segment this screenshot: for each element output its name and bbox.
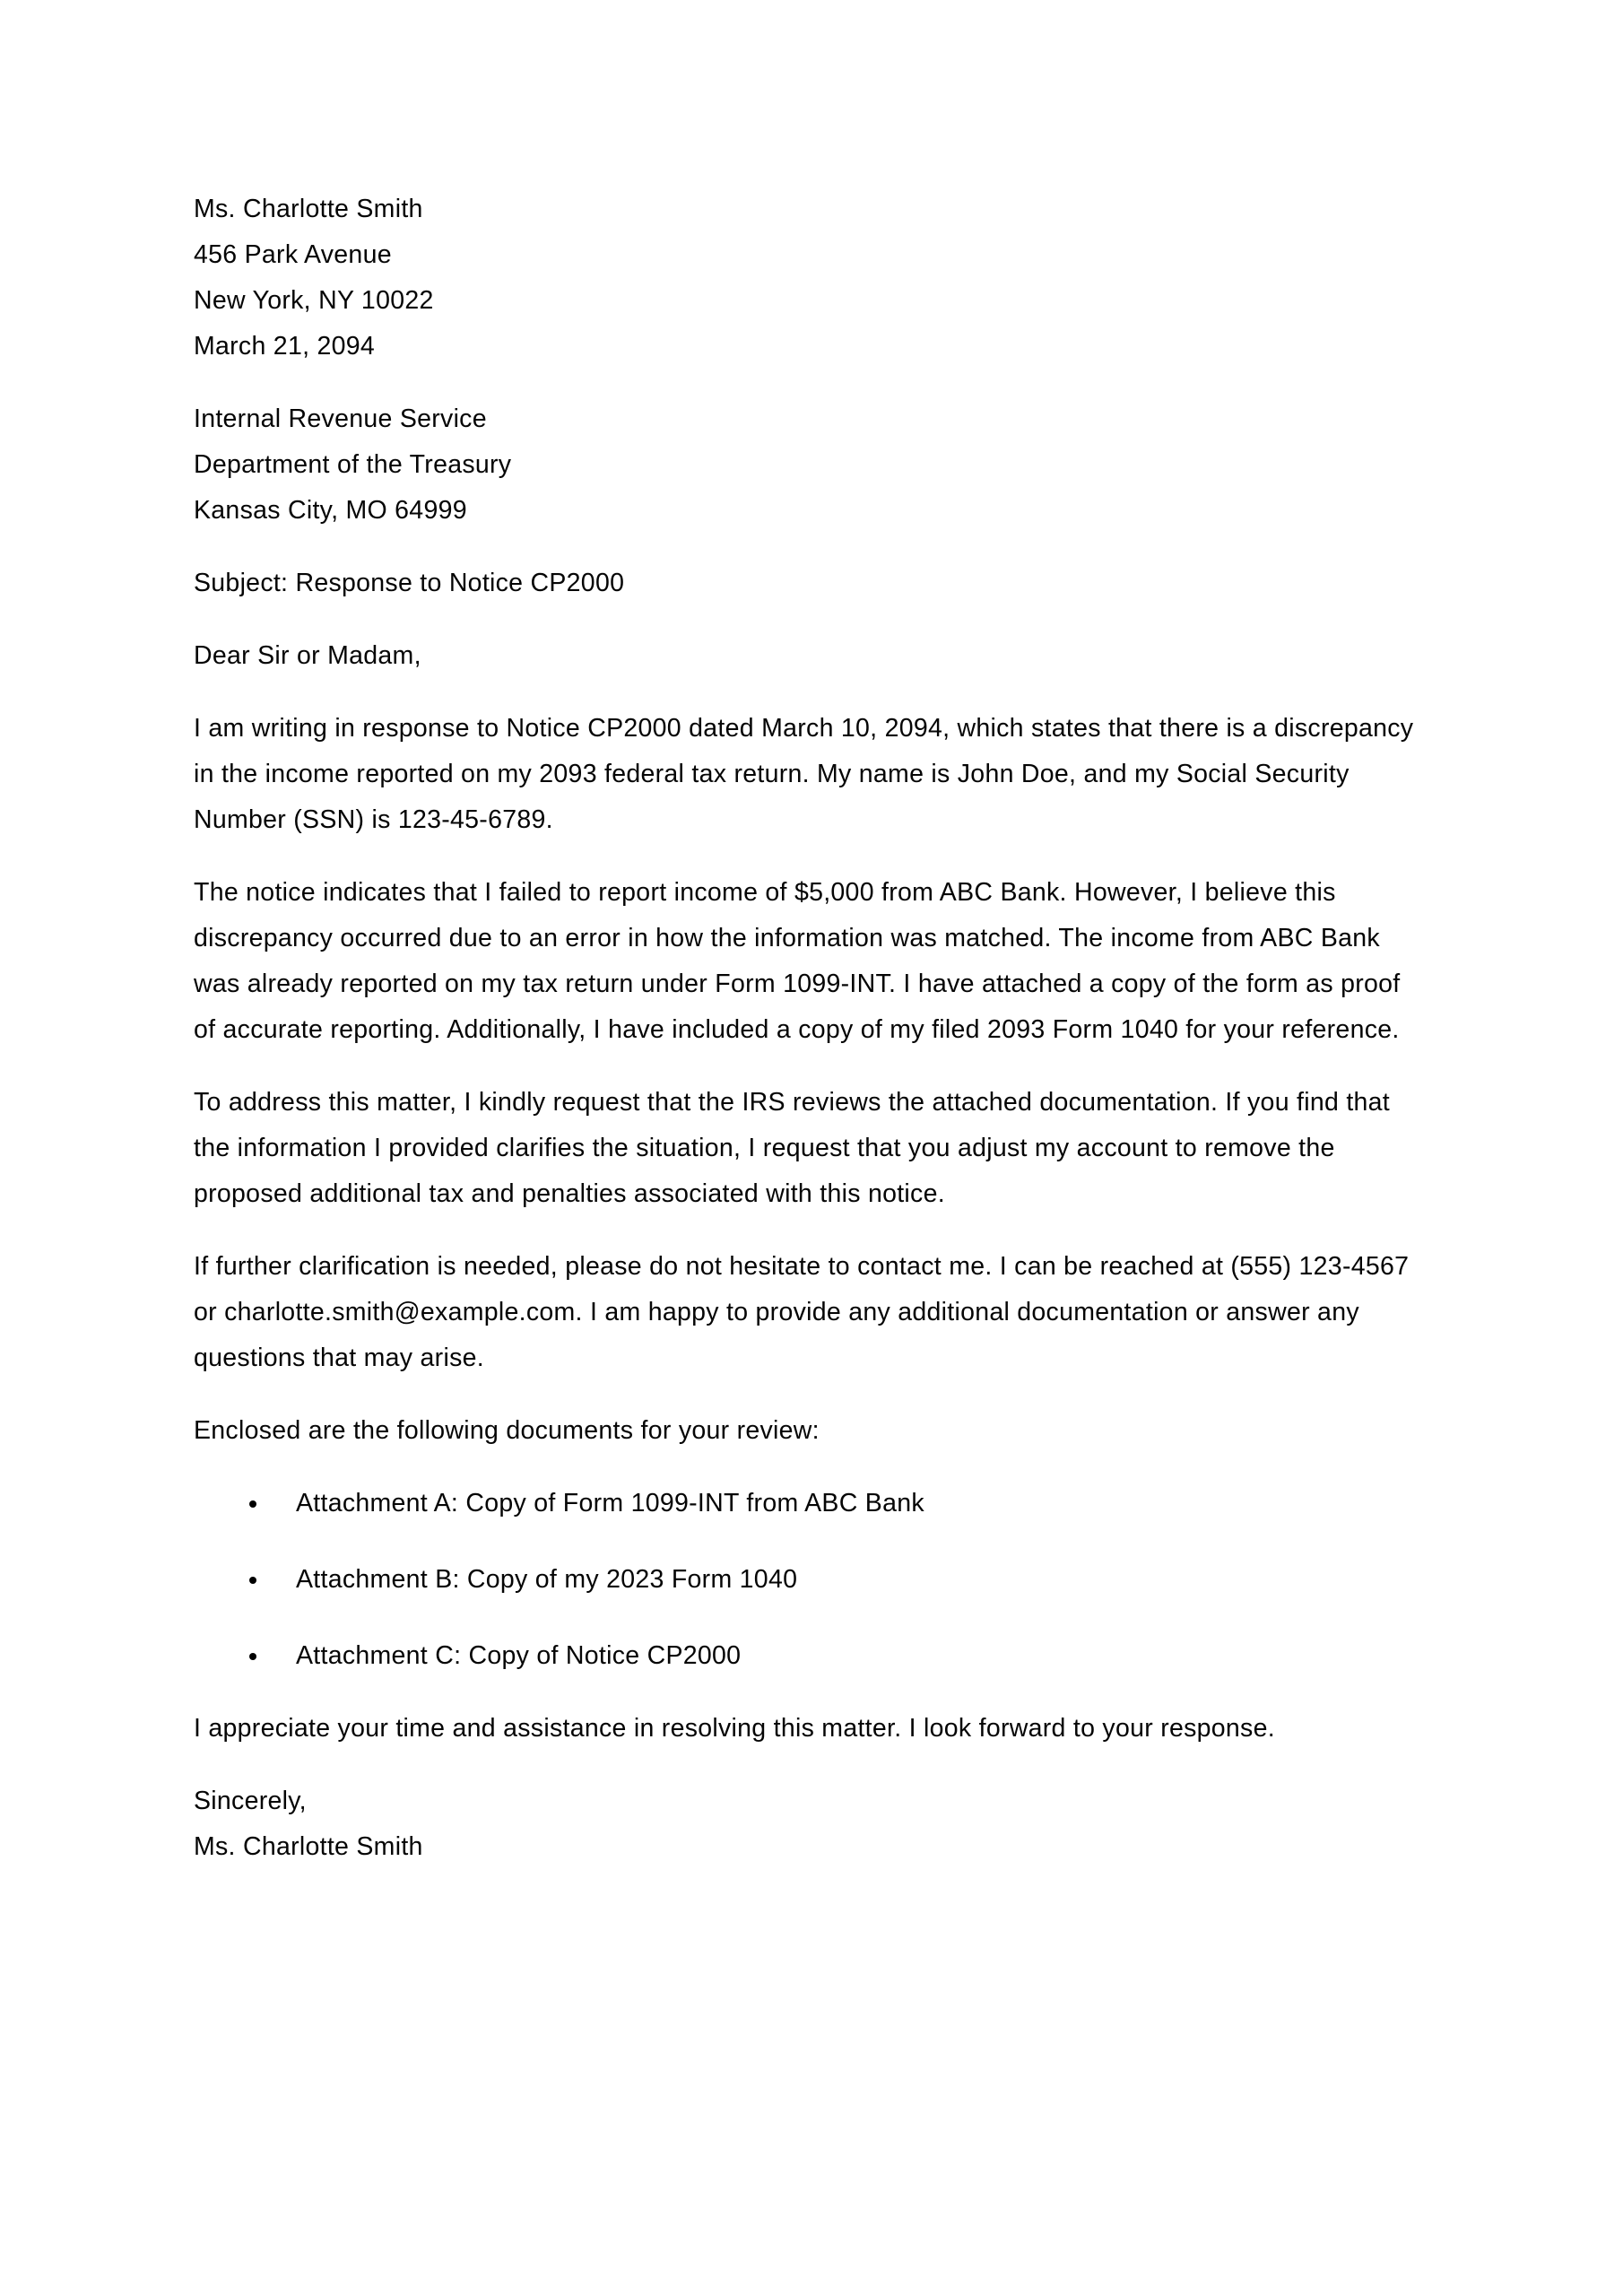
- closing-paragraph: I appreciate your time and assistance in resolving this matter. I look forward to your response.: [194, 1714, 1275, 1743]
- salutation: Dear Sir or Madam,: [194, 641, 421, 670]
- recipient-agency: Internal Revenue Service: [194, 404, 487, 433]
- bullet-dot-icon: [249, 1500, 256, 1508]
- signature-name: Ms. Charlotte Smith: [194, 1832, 423, 1861]
- enclosure-label: Attachment C: Copy of Notice CP2000: [296, 1641, 742, 1670]
- letter-date: March 21, 2094: [194, 332, 376, 361]
- list-item: [194, 1557, 1424, 1603]
- sender-street: 456 Park Avenue: [194, 240, 392, 269]
- list-item: [194, 1481, 1424, 1526]
- subject-block: [194, 561, 1424, 606]
- sender-address-block: [194, 187, 1424, 370]
- recipient-city-state-zip: Kansas City, MO 64999: [194, 496, 467, 525]
- body-paragraph-1: I am writing in response to Notice CP2000 dated March 10, 2094, which states that there is a discrepancy in the income reported on my 2093 federal tax return. My name is John Doe, and my Social Security Number (SSN) is 123-45-6789.: [194, 714, 1414, 834]
- bullet-dot-icon: [249, 1653, 256, 1660]
- enclosure-label: Attachment A: Copy of Form 1099-INT from ABC Bank: [296, 1489, 924, 1518]
- body-paragraph-4: If further clarification is needed, please do not hesitate to contact me. I can be reached at (555) 123-4567 or charlotte.smith@example.com. I am happy to provide any additional documentation or answer any questions that may arise.: [194, 1252, 1410, 1372]
- signature-block: [194, 1779, 1424, 1870]
- salutation-block: [194, 633, 1424, 679]
- recipient-department: Department of the Treasury: [194, 450, 512, 479]
- subject-line: Subject: Response to Notice CP2000: [194, 569, 625, 597]
- recipient-address-block: [194, 396, 1424, 534]
- sender-city-state-zip: New York, NY 10022: [194, 286, 434, 315]
- bullet-dot-icon: [249, 1577, 256, 1584]
- body-paragraph-3: To address this matter, I kindly request that the IRS reviews the attached documentation. If you find that the information I provided clarifies the situation, I request that you adjust my account to remove the proposed additional tax and penalties associated with this notice.: [194, 1088, 1391, 1208]
- body-paragraph-2: The notice indicates that I failed to report income of $5,000 from ABC Bank. However, I believe this discrepancy occurred due to an error in how the information was matched. The income from ABC Bank was already reported on my tax return under Form 1099-INT. I have attached a copy of the form as proof of accurate reporting. Additionally, I have included a copy of my filed 2093 Form 1040 for your reference.: [194, 878, 1401, 1044]
- sender-name: Ms. Charlotte Smith: [194, 195, 423, 223]
- enclosure-label: Attachment B: Copy of my 2023 Form 1040: [296, 1565, 798, 1594]
- signature-closing: Sincerely,: [194, 1787, 307, 1815]
- enclosure-intro: Enclosed are the following documents for your review:: [194, 1416, 820, 1445]
- list-item: [194, 1633, 1424, 1679]
- letter-body: [194, 187, 1424, 1870]
- enclosure-list: [194, 1481, 1424, 1679]
